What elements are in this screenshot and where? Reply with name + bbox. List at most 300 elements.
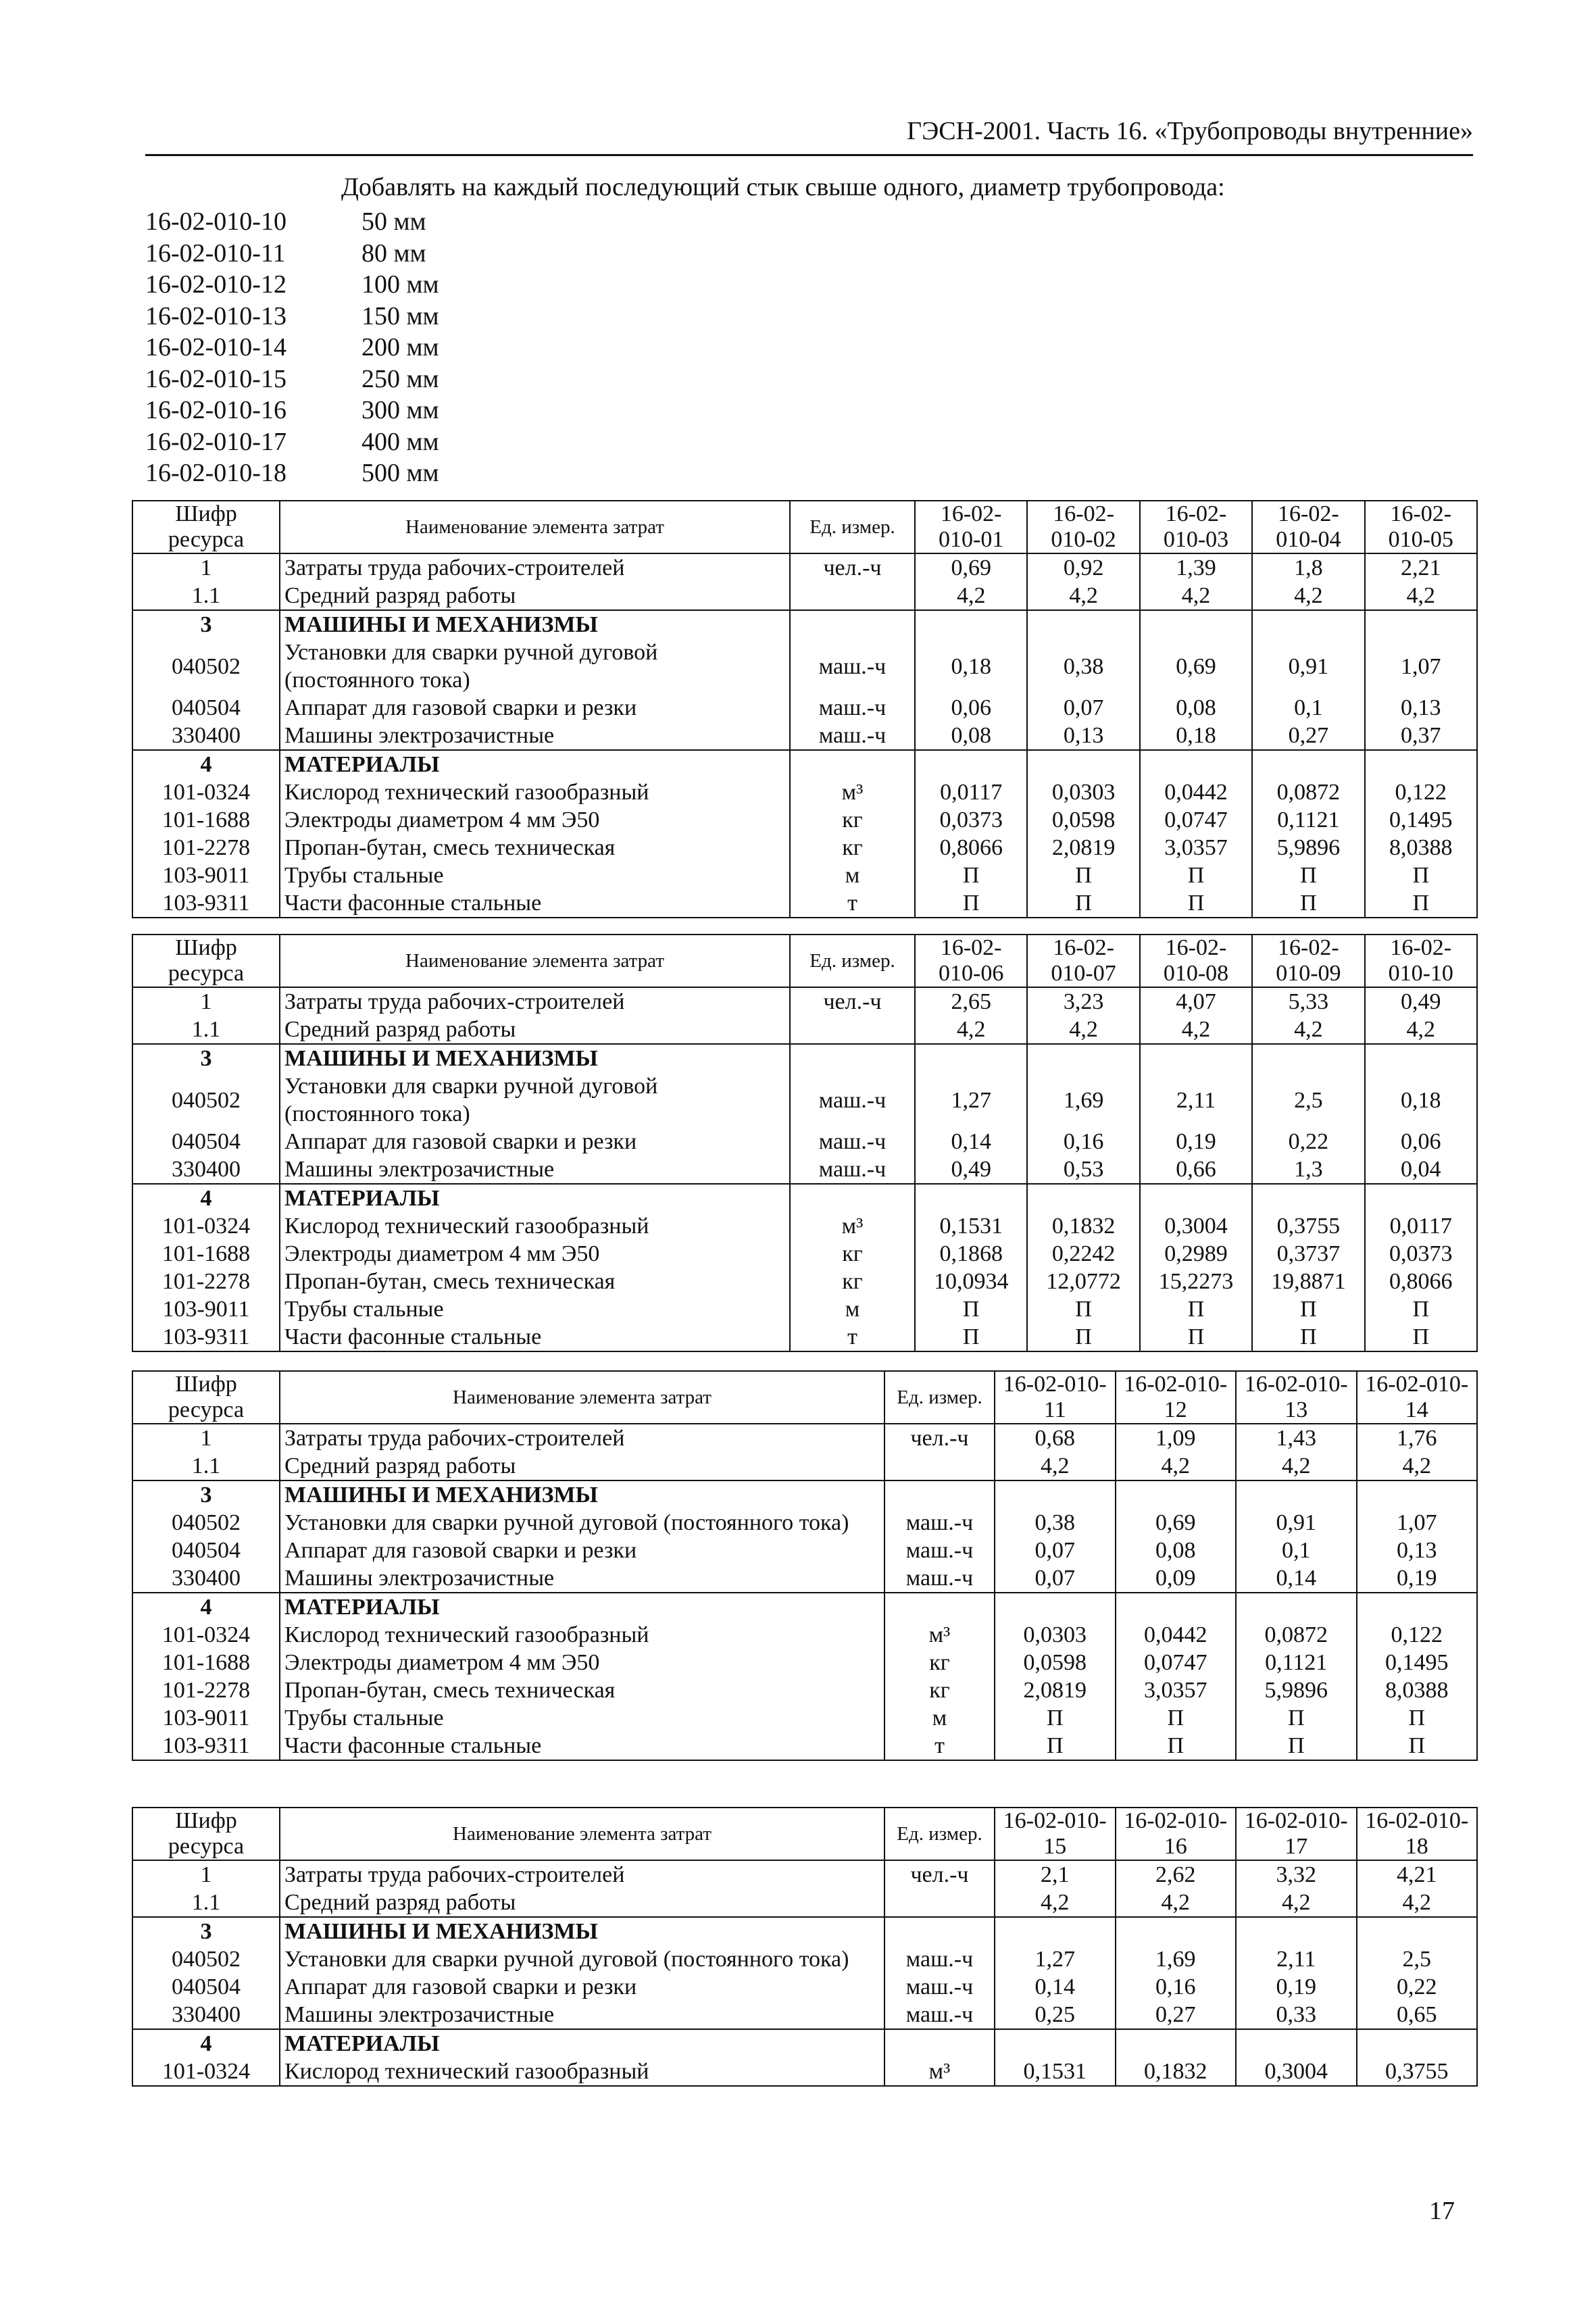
table-row (132, 553, 1477, 582)
cell-value: 3,32 (1236, 1860, 1357, 1889)
cell-value: 1,09 (1116, 1424, 1237, 1452)
cell-value: П (1236, 1732, 1357, 1760)
code-list-code: 16-02-010-18 (145, 459, 286, 487)
cell-value: П (1365, 862, 1477, 889)
cell-cipher: 101-2278 (132, 834, 280, 862)
cell-cipher: 101-0324 (132, 1212, 280, 1240)
header-norm-code: 16-02-010-18 (1357, 1808, 1478, 1860)
cell-cipher: 103-9311 (132, 889, 280, 918)
header-name: Наименование элемента затрат (280, 501, 790, 553)
cell-value: 0,0303 (1027, 778, 1139, 806)
cell-value: П (1140, 889, 1252, 918)
cell-name: Аппарат для газовой сварки и резки (280, 694, 790, 722)
cell-value: 0,16 (1027, 1128, 1139, 1155)
cell-value: 0,1531 (995, 2058, 1116, 2086)
cell-cipher: 1 (132, 987, 280, 1016)
code-list-code: 16-02-010-17 (145, 427, 286, 456)
cell-value: П (995, 1704, 1116, 1732)
cell-cipher: 1 (132, 553, 280, 582)
cell-value (1236, 2029, 1357, 2058)
cell-cipher: 3 (132, 1917, 280, 1945)
cell-value: 4,2 (1252, 582, 1364, 610)
cell-value (1236, 1480, 1357, 1509)
header-name: Наименование элемента затрат (280, 1808, 884, 1860)
cell-unit: маш.-ч (790, 1072, 915, 1128)
cell-value (1365, 750, 1477, 778)
cell-value: 0,8066 (1365, 1268, 1477, 1295)
code-list-item (145, 206, 439, 238)
cell-value: 5,9896 (1236, 1676, 1357, 1704)
header-norm-code: 16-02-010-16 (1116, 1808, 1237, 1860)
cell-cipher: 103-9011 (132, 1704, 280, 1732)
cell-value: П (1365, 889, 1477, 918)
code-list-code: 16-02-010-10 (145, 207, 286, 236)
code-list-item (145, 238, 439, 270)
cell-value: 0,18 (1365, 1072, 1477, 1128)
cell-unit: маш.-ч (790, 1128, 915, 1155)
table-row (132, 1212, 1477, 1240)
cell-unit: т (884, 1732, 995, 1760)
cell-unit: м³ (790, 778, 915, 806)
cell-unit: м³ (884, 1621, 995, 1649)
cell-value: 19,8871 (1252, 1268, 1364, 1295)
header-norm-code: 16-02-010-14 (1357, 1371, 1478, 1424)
header-cipher: Шифр ресурса (132, 501, 280, 553)
cell-cipher: 3 (132, 1044, 280, 1072)
cell-value: 0,1121 (1252, 806, 1364, 834)
table-header-row (132, 935, 1477, 987)
table-row (132, 1732, 1477, 1760)
cell-name: Затраты труда рабочих-строителей (280, 553, 790, 582)
table-row (132, 1889, 1477, 1917)
cell-value (915, 610, 1027, 639)
table-row (132, 1649, 1477, 1676)
header-norm-code: 16-02-010-17 (1236, 1808, 1357, 1860)
cell-value: 0,68 (995, 1424, 1116, 1452)
table-row (132, 1973, 1477, 2001)
cell-cipher: 4 (132, 2029, 280, 2058)
cell-value: 0,3004 (1236, 2058, 1357, 2086)
cell-value (995, 1593, 1116, 1621)
table-row (132, 862, 1477, 889)
cell-value: 0,19 (1357, 1564, 1478, 1593)
section-row (132, 1480, 1477, 1509)
cell-value: 1,07 (1357, 1509, 1478, 1537)
code-list-code: 16-02-010-15 (145, 364, 286, 393)
cell-value (1140, 610, 1252, 639)
cell-name: Пропан-бутан, смесь техническая (280, 834, 790, 862)
cell-value (1140, 1184, 1252, 1212)
cell-value: 1,69 (1116, 1945, 1237, 1973)
cell-value (1116, 1593, 1237, 1621)
cell-cipher: 040504 (132, 1537, 280, 1564)
cell-cipher: 4 (132, 750, 280, 778)
cell-unit: кг (790, 806, 915, 834)
cell-value: 4,2 (1365, 1016, 1477, 1044)
cell-value: 0,27 (1116, 2001, 1237, 2029)
cell-name: Кислород технический газообразный (280, 1621, 884, 1649)
header-cipher: Шифр ресурса (132, 935, 280, 987)
cell-value (1365, 1044, 1477, 1072)
cell-name: Средний разряд работы (280, 1452, 884, 1480)
header-norm-code: 16-02-010-11 (995, 1371, 1116, 1424)
cell-value: 4,2 (1116, 1889, 1237, 1917)
cell-value: 2,5 (1357, 1945, 1478, 1973)
cell-value (1027, 1184, 1139, 1212)
cell-value (1116, 1917, 1237, 1945)
cell-value: 0,53 (1027, 1155, 1139, 1184)
code-list-desc: 500 мм (361, 459, 439, 487)
cell-name: Средний разряд работы (280, 1016, 790, 1044)
cell-unit: кг (884, 1649, 995, 1676)
cell-name: Части фасонные стальные (280, 889, 790, 918)
cell-value (1116, 1480, 1237, 1509)
cell-value: 0,122 (1365, 778, 1477, 806)
table-row (132, 987, 1477, 1016)
cell-value: П (1365, 1323, 1477, 1351)
cell-value: 0,14 (915, 1128, 1027, 1155)
cell-value (1027, 610, 1139, 639)
header-name: Наименование элемента затрат (280, 935, 790, 987)
table-row (132, 778, 1477, 806)
cell-unit: маш.-ч (884, 1973, 995, 2001)
cell-name: Средний разряд работы (280, 582, 790, 610)
code-list-desc: 200 мм (361, 333, 439, 362)
cell-value: 0,3004 (1140, 1212, 1252, 1240)
cell-name: Машины электрозачистные (280, 2001, 884, 2029)
cell-name: Кислород технический газообразный (280, 778, 790, 806)
cell-value: 0,0373 (1365, 1240, 1477, 1268)
norm-table-3 (132, 1370, 1478, 1761)
cell-value: 0,09 (1116, 1564, 1237, 1593)
cell-cipher: 3 (132, 1480, 280, 1509)
cell-value: 4,2 (915, 582, 1027, 610)
cell-name: Кислород технический газообразный (280, 2058, 884, 2086)
cell-name: Затраты труда рабочих-строителей (280, 1424, 884, 1452)
section-row (132, 750, 1477, 778)
cell-value: 0,08 (915, 722, 1027, 750)
cell-name: Установки для сварки ручной дуговой (постоянного тока) (280, 639, 790, 694)
cell-value (1365, 1184, 1477, 1212)
cell-name: Трубы стальные (280, 862, 790, 889)
cell-cipher: 1.1 (132, 1016, 280, 1044)
cell-value: П (1116, 1704, 1237, 1732)
code-list-item (145, 269, 439, 301)
cell-value (1252, 1184, 1364, 1212)
table-row (132, 1860, 1477, 1889)
table-row (132, 1323, 1477, 1351)
code-list-desc: 400 мм (361, 427, 439, 456)
cell-cipher: 101-2278 (132, 1676, 280, 1704)
section-row (132, 1044, 1477, 1072)
cell-value: 0,13 (1365, 694, 1477, 722)
cell-cipher: 101-0324 (132, 2058, 280, 2086)
table-row (132, 1452, 1477, 1480)
cell-cipher: 1.1 (132, 1452, 280, 1480)
cell-name: Аппарат для газовой сварки и резки (280, 1537, 884, 1564)
cell-cipher: 103-9011 (132, 862, 280, 889)
table-row (132, 1676, 1477, 1704)
cell-value: 0,08 (1116, 1537, 1237, 1564)
cell-unit: м³ (884, 2058, 995, 2086)
table-row (132, 1945, 1477, 1973)
header-unit: Ед. измер. (884, 1808, 995, 1860)
header-norm-code: 16-02-010-02 (1027, 501, 1139, 553)
cell-name: МАШИНЫ И МЕХАНИЗМЫ (280, 1044, 790, 1072)
code-list-desc: 80 мм (361, 239, 426, 268)
cell-name: Установки для сварки ручной дуговой (постоянного тока) (280, 1072, 790, 1128)
cell-name: Затраты труда рабочих-строителей (280, 1860, 884, 1889)
cell-value: П (1252, 1323, 1364, 1351)
cell-unit (884, 1889, 995, 1917)
cell-name: Пропан-бутан, смесь техническая (280, 1676, 884, 1704)
cell-name: Аппарат для газовой сварки и резки (280, 1128, 790, 1155)
cell-value: 0,04 (1365, 1155, 1477, 1184)
cell-cipher: 330400 (132, 1564, 280, 1593)
header-unit: Ед. измер. (884, 1371, 995, 1424)
cell-value: 0,91 (1236, 1509, 1357, 1537)
cell-cipher: 330400 (132, 2001, 280, 2029)
cell-value: 2,5 (1252, 1072, 1364, 1128)
cell-value: П (1116, 1732, 1237, 1760)
cell-value: П (1252, 862, 1364, 889)
cell-value: 2,21 (1365, 553, 1477, 582)
cell-value: 4,2 (1357, 1452, 1478, 1480)
table-row (132, 806, 1477, 834)
cell-value (1252, 610, 1364, 639)
table-row (132, 1704, 1477, 1732)
section-row (132, 1917, 1477, 1945)
cell-value: 2,11 (1236, 1945, 1357, 1973)
table-row (132, 1016, 1477, 1044)
cell-cipher: 4 (132, 1184, 280, 1212)
cell-value: 0,38 (1027, 639, 1139, 694)
cell-cipher: 040504 (132, 694, 280, 722)
cell-unit (884, 2029, 995, 2058)
cell-name: Трубы стальные (280, 1295, 790, 1323)
section-row (132, 1593, 1477, 1621)
cell-value: 5,33 (1252, 987, 1364, 1016)
cell-value (1140, 750, 1252, 778)
cell-value: П (1236, 1704, 1357, 1732)
table-row (132, 1537, 1477, 1564)
cell-value (1027, 750, 1139, 778)
table-row (132, 834, 1477, 862)
table-row (132, 1072, 1477, 1128)
cell-unit: кг (884, 1676, 995, 1704)
cell-value: 1,43 (1236, 1424, 1357, 1452)
table-row (132, 1564, 1477, 1593)
table-row (132, 722, 1477, 750)
cell-name: МАШИНЫ И МЕХАНИЗМЫ (280, 1480, 884, 1509)
cell-value: 3,0357 (1140, 834, 1252, 862)
code-list-item (145, 364, 439, 395)
cell-unit (790, 1016, 915, 1044)
cell-unit: кг (790, 1240, 915, 1268)
cell-value (915, 1044, 1027, 1072)
table-row (132, 2001, 1477, 2029)
cell-unit: м³ (790, 1212, 915, 1240)
cell-name: Аппарат для газовой сварки и резки (280, 1973, 884, 2001)
table-row (132, 1128, 1477, 1155)
table-row (132, 582, 1477, 610)
cell-value: 8,0388 (1365, 834, 1477, 862)
cell-name: Кислород технический газообразный (280, 1212, 790, 1240)
cell-value: 0,06 (1365, 1128, 1477, 1155)
cell-cipher: 1 (132, 1860, 280, 1889)
header-norm-code: 16-02-010-12 (1116, 1371, 1237, 1424)
code-list-desc: 300 мм (361, 396, 439, 424)
cell-value (1252, 750, 1364, 778)
table-body (132, 553, 1477, 918)
header-cipher: Шифр ресурса (132, 1371, 280, 1424)
cell-value: 4,2 (1252, 1016, 1364, 1044)
intro-text: Добавлять на каждый последующий стык свыше одного, диаметр трубопровода: (341, 173, 1225, 201)
header-norm-code: 16-02-010-01 (915, 501, 1027, 553)
cell-value: 0,18 (1140, 722, 1252, 750)
cell-value: 0,2242 (1027, 1240, 1139, 1268)
cell-value: 0,1121 (1236, 1649, 1357, 1676)
cell-value: 15,2273 (1140, 1268, 1252, 1295)
cell-value: 0,66 (1140, 1155, 1252, 1184)
norm-table-2 (132, 934, 1478, 1352)
cell-unit: кг (790, 1268, 915, 1295)
norm-table-4 (132, 1807, 1478, 2087)
cell-name: Трубы стальные (280, 1704, 884, 1732)
cell-unit: чел.-ч (884, 1424, 995, 1452)
cell-name: Средний разряд работы (280, 1889, 884, 1917)
cell-value: П (1252, 889, 1364, 918)
cell-value: 0,3755 (1357, 2058, 1478, 2086)
cell-value: 0,0598 (1027, 806, 1139, 834)
cell-value: 0,07 (995, 1564, 1116, 1593)
cell-name: Части фасонные стальные (280, 1323, 790, 1351)
cell-value: 0,0303 (995, 1621, 1116, 1649)
cell-cipher: 1 (132, 1424, 280, 1452)
cell-value: 0,37 (1365, 722, 1477, 750)
code-list-item (145, 332, 439, 364)
cell-unit: маш.-ч (884, 1509, 995, 1537)
cell-name: МАШИНЫ И МЕХАНИЗМЫ (280, 610, 790, 639)
cell-value: П (1027, 1323, 1139, 1351)
cell-name: МАТЕРИАЛЫ (280, 2029, 884, 2058)
cell-value: 0,07 (1027, 694, 1139, 722)
cell-value: П (1357, 1732, 1478, 1760)
cell-value (1236, 1917, 1357, 1945)
cell-unit (790, 750, 915, 778)
cell-value: 0,1832 (1027, 1212, 1139, 1240)
cell-cipher: 040502 (132, 639, 280, 694)
table-row (132, 1240, 1477, 1268)
cell-cipher: 101-1688 (132, 1240, 280, 1268)
cell-value: П (1357, 1704, 1478, 1732)
table-body (132, 1424, 1477, 1760)
cell-cipher: 040502 (132, 1945, 280, 1973)
cell-value: 0,1832 (1116, 2058, 1237, 2086)
cell-value: 0,0442 (1140, 778, 1252, 806)
cell-name: МАТЕРИАЛЫ (280, 1184, 790, 1212)
cell-name: Электроды диаметром 4 мм Э50 (280, 1240, 790, 1268)
code-list-desc: 250 мм (361, 364, 439, 393)
cell-unit (884, 1452, 995, 1480)
cell-cipher: 101-1688 (132, 1649, 280, 1676)
cell-value: 0,0117 (1365, 1212, 1477, 1240)
cell-value: 0,1868 (915, 1240, 1027, 1268)
cell-unit: маш.-ч (790, 1155, 915, 1184)
cell-unit: маш.-ч (884, 1537, 995, 1564)
cell-unit: м (790, 862, 915, 889)
cell-value (995, 1917, 1116, 1945)
cell-value (1357, 1917, 1478, 1945)
header-norm-code: 16-02-010-04 (1252, 501, 1364, 553)
cell-value: П (915, 889, 1027, 918)
code-list-code: 16-02-010-16 (145, 396, 286, 424)
cell-cipher: 103-9011 (132, 1295, 280, 1323)
cell-value (915, 1184, 1027, 1212)
header-norm-code: 16-02-010-08 (1140, 935, 1252, 987)
cell-unit: маш.-ч (884, 1564, 995, 1593)
cell-value: 0,19 (1140, 1128, 1252, 1155)
cell-value: 1,39 (1140, 553, 1252, 582)
cell-value: 4,2 (1116, 1452, 1237, 1480)
cell-cipher: 040502 (132, 1509, 280, 1537)
cell-value: 0,25 (995, 2001, 1116, 2029)
cell-value: П (1252, 1295, 1364, 1323)
cell-name: Установки для сварки ручной дуговой (постоянного тока) (280, 1509, 884, 1537)
cell-unit: м (790, 1295, 915, 1323)
header-unit: Ед. измер. (790, 501, 915, 553)
cell-value: П (915, 1295, 1027, 1323)
cell-unit: маш.-ч (884, 1945, 995, 1973)
cell-value: 0,2989 (1140, 1240, 1252, 1268)
cell-cipher: 040504 (132, 1128, 280, 1155)
cell-value: 0,0117 (915, 778, 1027, 806)
cell-value (1027, 1044, 1139, 1072)
cell-value (995, 2029, 1116, 2058)
code-list-code: 16-02-010-12 (145, 270, 286, 299)
cell-value: 0,27 (1252, 722, 1364, 750)
cell-cipher: 3 (132, 610, 280, 639)
cell-value (1252, 1044, 1364, 1072)
norm-table-1 (132, 500, 1478, 918)
cell-value: 0,06 (915, 694, 1027, 722)
header-unit: Ед. измер. (790, 935, 915, 987)
cell-value: 0,0442 (1116, 1621, 1237, 1649)
cell-value: 1,8 (1252, 553, 1364, 582)
table-row (132, 1424, 1477, 1452)
cell-value: 8,0388 (1357, 1676, 1478, 1704)
table-row (132, 639, 1477, 694)
cell-value: 0,38 (995, 1509, 1116, 1537)
cell-value: 4,2 (995, 1452, 1116, 1480)
cell-value (1236, 1593, 1357, 1621)
cell-cipher: 040504 (132, 1973, 280, 2001)
cell-value: 0,8066 (915, 834, 1027, 862)
cell-value: 1,76 (1357, 1424, 1478, 1452)
cell-value: 4,2 (1027, 582, 1139, 610)
code-list-code: 16-02-010-13 (145, 301, 286, 330)
cell-value: 4,2 (1357, 1889, 1478, 1917)
cell-value: 0,3755 (1252, 1212, 1364, 1240)
cell-name: Машины электрозачистные (280, 722, 790, 750)
cell-value: 1,27 (995, 1945, 1116, 1973)
table-row (132, 694, 1477, 722)
cell-value: П (1365, 1295, 1477, 1323)
cell-value: П (1140, 862, 1252, 889)
cell-value: 4,2 (915, 1016, 1027, 1044)
header-norm-code: 16-02-010-15 (995, 1808, 1116, 1860)
cell-value (1357, 2029, 1478, 2058)
